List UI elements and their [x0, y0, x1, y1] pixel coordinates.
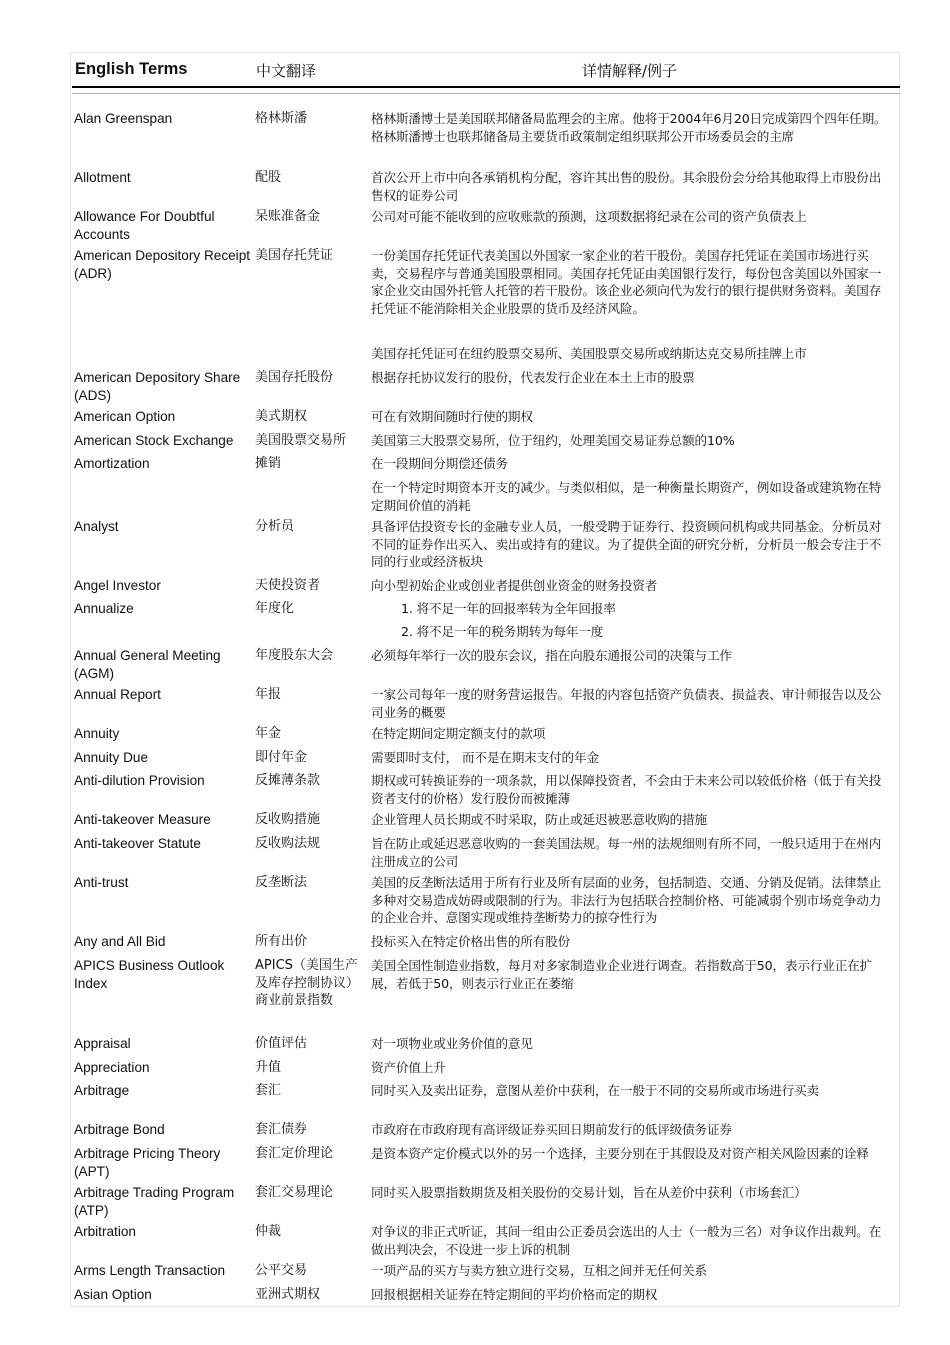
term-english: Arbitrage Pricing Theory (APT): [74, 1146, 221, 1179]
term-chinese: 美国存托股份: [255, 370, 334, 385]
term-chinese: 反收购法规: [255, 836, 321, 851]
term-english: Arbitrage: [74, 1083, 130, 1098]
term-detail: 美国存托凭证可在纽约股票交易所、美国股票交易所或纳斯达克交易所挂牌上市: [371, 346, 807, 361]
term-detail: 首次公开上市中向各承销机构分配，容许其出售的股份。其余股份会分给其他取得上市股份出售权的证券公司: [371, 170, 882, 203]
term-detail: 是资本资产定价模式以外的另一个选择，主要分别在于其假设及对资产相关风险因素的诠释: [371, 1146, 869, 1161]
term-detail: 投标买入在特定价格出售的所有股份: [371, 934, 571, 949]
term-detail: 美国第三大股票交易所，位于纽约，处理美国交易证券总额的10%: [371, 433, 735, 448]
term-detail: 在特定期间定期定额支付的款项: [371, 726, 546, 741]
term-detail: 一项产品的买方与卖方独立进行交易，互相之间并无任何关系: [371, 1263, 707, 1278]
term-detail: 市政府在市政府现有高评级证券买回日期前发行的低评级债务证券: [371, 1122, 732, 1137]
term-detail: 需要即时支付， 而不是在期末支付的年金: [371, 750, 599, 765]
term-english: Anti-dilution Provision: [74, 773, 205, 788]
term-chinese: 配股: [255, 170, 282, 185]
term-detail: 格林斯潘博士是美国联邦储备局监理会的主席。他将于2004年6月20日完成第四个四年任期。格林斯潘博士也联邦储备局主要货币政策制定组织联邦公开市场委员会的主席: [371, 111, 887, 144]
term-english: Arbitrage Bond: [74, 1122, 165, 1137]
term-chinese: 仲裁: [255, 1224, 282, 1239]
term-english: Appraisal: [74, 1036, 131, 1051]
term-detail: 美国的反垄断法适用于所有行业及所有层面的业务，包括制造、交通、分销及促销。法律禁止多种对交易造成妨碍或限制的行为。非法行为包括联合控制价格、可能减弱个别市场竞争动力的企业合并、意图实现或维持垄断势力的掠夺性行为: [371, 875, 882, 926]
term-english: Arms Length Transaction: [74, 1263, 226, 1278]
term-chinese: 套汇债券: [255, 1122, 308, 1137]
term-english: Amortization: [74, 456, 150, 471]
term-chinese: 套汇定价理论: [255, 1146, 334, 1161]
term-chinese: 价值评估: [255, 1036, 308, 1051]
term-chinese: 摊销: [255, 456, 282, 471]
term-chinese: 反收购措施: [255, 812, 321, 827]
term-chinese: 所有出价: [255, 934, 308, 949]
term-english: Annuity: [74, 726, 120, 741]
term-chinese: 套汇交易理论: [255, 1185, 334, 1200]
term-detail: 对一项物业或业务价值的意见: [371, 1036, 533, 1051]
term-chinese: 年度化: [255, 601, 295, 616]
term-english: Annualize: [74, 601, 134, 616]
term-detail: 企业管理人员长期或不时采取，防止或延迟被恶意收购的措施: [371, 812, 707, 827]
term-english: Anti-takeover Statute: [74, 836, 201, 851]
term-chinese: APICS（美国生产及库存控制协议）商业前景指数: [255, 958, 360, 1009]
term-chinese: 公平交易: [255, 1263, 308, 1278]
term-chinese: 升值: [255, 1060, 282, 1075]
term-detail: 一家公司每年一度的财务营运报告。年报的内容包括资产负债表、损益表、审计师报告以及公司业务的概要: [371, 687, 882, 720]
term-chinese: 年报: [255, 687, 282, 702]
term-english: Any and All Bid: [74, 934, 166, 949]
table-header: [72, 56, 900, 88]
term-detail: 在一段期间分期偿还债务: [371, 456, 508, 471]
term-chinese: 年金: [255, 726, 282, 741]
term-chinese: 套汇: [255, 1083, 282, 1098]
term-chinese: 天使投资者: [255, 578, 321, 593]
term-detail: 在一个特定时期资本开支的减少。与类似相似，是一种衡量长期资产，例如设备或建筑物在特定期间价值的消耗: [371, 480, 882, 513]
term-english: Arbitrage Trading Program (ATP): [74, 1185, 235, 1218]
term-chinese: 美式期权: [255, 409, 308, 424]
term-english: APICS Business Outlook Index: [74, 958, 225, 991]
term-chinese: 分析员: [255, 519, 295, 534]
term-detail: 公司对可能不能收到的应收账款的预测，这项数据将纪录在公司的资产负债表上: [371, 209, 807, 224]
term-detail: 一份美国存托凭证代表美国以外国家一家企业的若干股份。美国存托凭证在美国市场进行买卖，交易程序与普通美国股票相同。美国存托凭证由美国银行发行，每份包含美国以外国家一家企业交由国外托管人托管的若干股份。该企业必须向代为发行的银行提供财务资料。美国存托凭证不能消除相关企业股票的货币及经济风险。: [371, 248, 882, 316]
term-detail: 根据存托协议发行的股份，代表发行企业在本土上市的股票: [371, 370, 695, 385]
header-english-terms: English Terms: [75, 60, 188, 78]
term-detail: 必须每年举行一次的股东会议，指在向股东通报公司的决策与工作: [371, 648, 732, 663]
header-divider: [72, 93, 900, 94]
term-english: Annual General Meeting (AGM): [74, 648, 221, 681]
term-chinese: 呆账准备金: [255, 209, 321, 224]
term-english: Allowance For Doubtful Accounts: [74, 209, 215, 242]
term-english: Asian Option: [74, 1287, 152, 1302]
term-english: Analyst: [74, 519, 119, 534]
term-english: Anti-takeover Measure: [74, 812, 211, 827]
term-chinese: 美国股票交易所: [255, 433, 347, 448]
term-detail: 同时买入及卖出证券，意图从差价中获利，在一般于不同的交易所或市场进行买卖: [371, 1083, 819, 1098]
term-english: American Stock Exchange: [74, 433, 234, 448]
term-english: Anti-trust: [74, 875, 129, 890]
term-chinese: 年度股东大会: [255, 648, 334, 663]
term-english: Arbitration: [74, 1224, 136, 1239]
term-detail: 对争议的非正式听证，其间一组由公正委员会选出的人士（一般为三名）对争议作出裁判。在做出判决会，不设进一步上诉的机制: [371, 1224, 882, 1257]
term-chinese: 反垄断法: [255, 875, 308, 890]
term-detail: 期权或可转换证券的一项条款，用以保障投资者，不会由于未来公司以较低价格（低于有关投资者支付的价格）发行股份而被摊薄: [371, 773, 882, 806]
term-english: Angel Investor: [74, 578, 161, 593]
term-detail: 向小型初始企业或创业者提供创业资金的财务投资者: [371, 578, 658, 593]
header-detail: 详情解释/例子: [582, 62, 678, 80]
term-chinese: 反摊薄条款: [255, 773, 321, 788]
term-chinese: 即付年金: [255, 750, 308, 765]
term-detail: 旨在防止或延迟恶意收购的一套美国法规。每一州的法规细则有所不同，一般只适用于在州内注册成立的公司: [371, 836, 882, 869]
term-detail: 回报根据相关证券在特定期间的平均价格而定的期权: [371, 1287, 658, 1302]
term-detail: 美国全国性制造业指数，每月对多家制造业企业进行调查。若指数高于50，表示行业正在扩展，若低于50，则表示行业正在萎缩: [371, 958, 873, 991]
term-detail: 具备评估投资专长的金融专业人员，一般受聘于证券行、投资顾问机构或共同基金。分析员对不同的证券作出买入、卖出或持有的建议。为了提供全面的研究分析，分析员一般会专注于不同的行业或经济板块: [371, 519, 882, 570]
term-english: American Option: [74, 409, 176, 424]
term-english: American Depository Receipt (ADR): [74, 248, 251, 281]
term-english: Appreciation: [74, 1060, 150, 1075]
term-english: Alan Greenspan: [74, 111, 173, 126]
term-chinese: 美国存托凭证: [255, 248, 334, 263]
term-detail: 可在有效期间随时行使的期权: [371, 409, 533, 424]
term-english: Allotment: [74, 170, 131, 185]
term-chinese: 亚洲式期权: [255, 1287, 321, 1302]
term-english: American Depository Share (ADS): [74, 370, 241, 403]
term-detail: 同时买入股票指数期货及相关股份的交易计划，旨在从差价中获利（市场套汇）: [371, 1185, 807, 1200]
term-detail: 2. 将不足一年的税务期转为每年一度: [401, 624, 604, 639]
term-detail: 资产价值上升: [371, 1060, 446, 1075]
term-english: Annuity Due: [74, 750, 149, 765]
term-english: Annual Report: [74, 687, 161, 702]
header-chinese-translation: 中文翻译: [256, 62, 317, 80]
term-detail: 1. 将不足一年的回报率转为全年回报率: [401, 601, 616, 616]
term-chinese: 格林斯潘: [255, 111, 308, 126]
